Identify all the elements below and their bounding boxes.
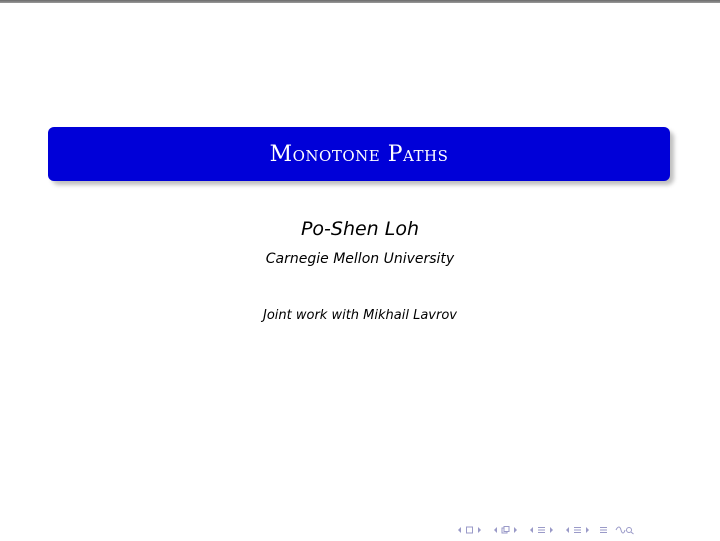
search-icon[interactable]: [615, 525, 635, 535]
prev-frame-icon[interactable]: [455, 525, 464, 535]
slide-title: Monotone Paths: [269, 141, 449, 167]
top-border: [0, 0, 720, 3]
section-nav-group: [527, 525, 556, 535]
section-icon[interactable]: [537, 525, 546, 535]
next-section-icon[interactable]: [547, 525, 556, 535]
title-box: [48, 127, 670, 181]
search-nav-group: [615, 525, 635, 535]
navigation-bar: [455, 523, 640, 537]
next-document-icon[interactable]: [583, 525, 592, 535]
appendix-icon[interactable]: [599, 525, 608, 535]
appendix-nav-group: [599, 525, 608, 535]
prev-document-icon[interactable]: [563, 525, 572, 535]
joint-work-note: Joint work with Mikhail Lavrov: [263, 308, 457, 323]
author-affiliation: Carnegie Mellon University: [265, 251, 455, 267]
author-name: Po-Shen Loh: [300, 218, 420, 240]
frame-icon[interactable]: [465, 525, 474, 535]
subsection-icon[interactable]: [501, 525, 510, 535]
frame-nav-group: [455, 525, 484, 535]
document-icon[interactable]: [573, 525, 582, 535]
subsection-nav-group: [491, 525, 520, 535]
next-subsection-icon[interactable]: [511, 525, 520, 535]
prev-section-icon[interactable]: [527, 525, 536, 535]
prev-subsection-icon[interactable]: [491, 525, 500, 535]
document-nav-group: [563, 525, 592, 535]
next-frame-icon[interactable]: [475, 525, 484, 535]
